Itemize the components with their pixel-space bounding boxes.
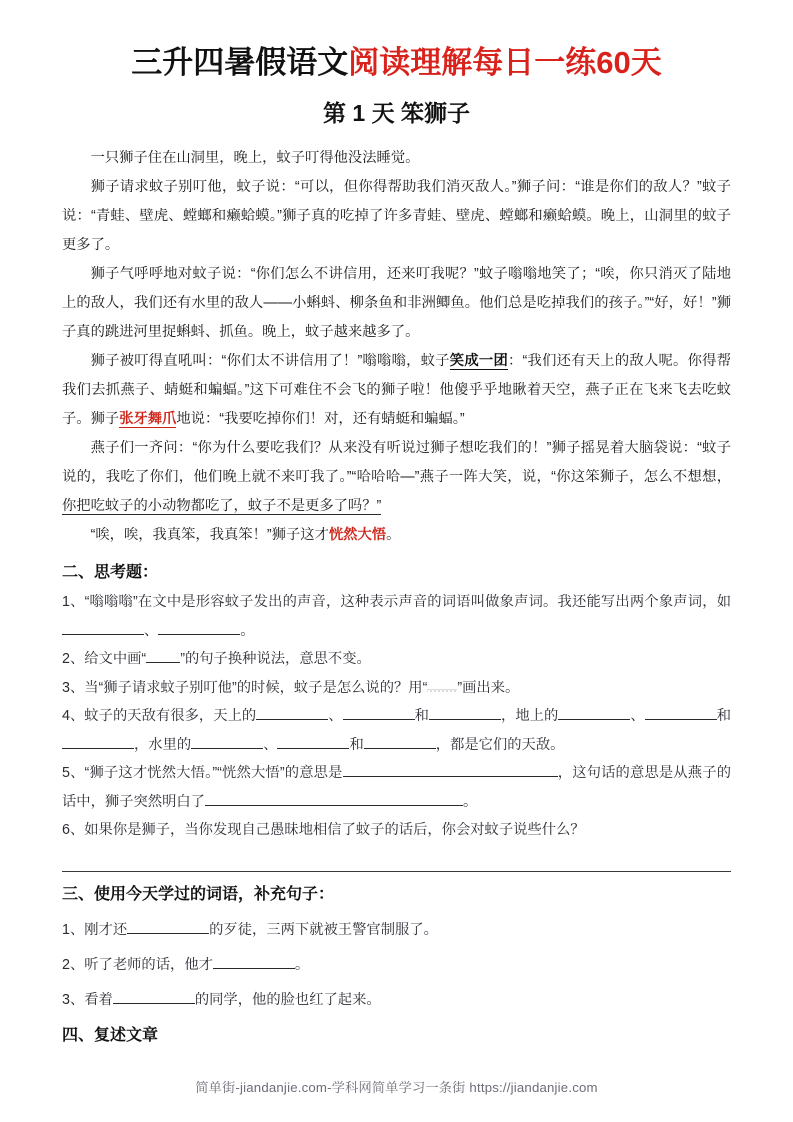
sentence-1 [62, 917, 731, 943]
question-3-text-a: 3、当“狮子请求蚊子别叮他”的时候，蚊子是怎么说的？用“ [62, 679, 428, 696]
question-4-text-d: ，地上的 [500, 708, 559, 724]
passage-p4-text-a: 狮子被叮得直吼叫：“你们太不讲信用了！”嗡嗡嗡，蚊子 [90, 353, 450, 369]
title-red-part: 阅读理解每日一练60天 [348, 45, 662, 80]
highlight-zhangyawuzhao: 张牙舞爪 [119, 411, 177, 427]
inline-mark-blank [146, 648, 180, 663]
passage-paragraph-5 [62, 434, 731, 521]
question-4-text-e: 、 [630, 708, 645, 724]
section-two-heading: 二、思考题： [62, 564, 159, 581]
question-2 [62, 645, 731, 674]
section-three-heading: 三、使用今天学过的词语，补充句子： [62, 885, 335, 903]
answer-blank[interactable] [205, 791, 463, 806]
answer-blank[interactable] [429, 705, 501, 720]
passage-p4-text-b: ：“我们还有天上的敌人呢。你得帮我们去抓燕子、蜻蜓和蝙蝠。”这下可难住不会飞的狮子啦！他傻乎乎地瞅着天空，燕子正在飞来飞去吃蚊子。狮子 [62, 353, 731, 427]
sentence-3-text-a: 3、看着 [62, 991, 113, 1008]
question-5-text-a: 5、“狮子这才恍然大悟。”“恍然大悟”的意思是 [62, 765, 343, 781]
passage-p5-underlined-sentence: 你把吃蚊子的小动物都吃了，蚊子不是更多了吗？” [62, 498, 382, 514]
passage-paragraph-6 [62, 521, 731, 550]
question-1-text-a: 1、“嗡嗡嗡”在文中是形容蚊子发出的声音，这种表示声音的词语叫做象声词。我还能写出两个象声词，如 [62, 594, 731, 610]
answer-blank[interactable] [343, 762, 558, 777]
question-4-text-b: 、 [328, 708, 343, 724]
answer-blank[interactable] [127, 919, 209, 934]
question-4-text-c: 和 [414, 708, 429, 724]
question-4-text-j: ，都是它们的天敌。 [435, 736, 565, 753]
passage-p5-text-a: 燕子们一齐问：“你为什么要吃我们？从来没有听说过狮子想吃我们的！”狮子摇晃着大脑袋说：“蚊子说的，我吃了你们，他们晚上就不来叮我了。”“哈哈哈—”燕子一阵大笑，说，“你这笨狮子，怎么不想想， [62, 440, 731, 485]
title-black-part: 三升四暑假语文 [131, 45, 349, 80]
question-6: 6、如果你是狮子，当你发现自己愚昧地相信了蚊子的话后，你会对蚊子说些什么？ [62, 822, 585, 838]
answer-blank[interactable] [191, 734, 263, 749]
question-5-text-b: ，这句话的意思是从燕子的话中，狮子突然明白了 [62, 765, 732, 810]
wavy-line-mark [427, 679, 457, 692]
question-1-text-b: 、 [144, 622, 159, 639]
passage-paragraph-1: 一只狮子住在山洞里，晚上，蚊子叮得他没法睡觉。 [90, 150, 420, 166]
highlight-xiaochengyituan: 笑成一团 [449, 353, 508, 369]
question-4 [62, 702, 731, 759]
highlight-huangrandawu: 恍然大悟 [328, 527, 387, 543]
answer-blank[interactable] [364, 734, 436, 749]
question-2-text-a: 2、给文中画“ [62, 651, 147, 667]
section-four-heading: 四、复述文章 [62, 1026, 159, 1044]
question-4-text-a: 4、蚊子的天敌有很多，天上的 [62, 708, 257, 724]
question-1-text-c: 。 [240, 622, 255, 639]
answer-blank[interactable] [343, 705, 415, 720]
passage-p6-text-a: “唉，唉，我真笨，我真笨！”狮子这才 [90, 527, 329, 543]
answer-blank[interactable] [277, 734, 349, 749]
question-5 [62, 759, 731, 816]
question-6-answer-line[interactable] [62, 871, 731, 872]
answer-blank[interactable] [558, 705, 630, 720]
sentence-2-text-b: 。 [294, 956, 310, 973]
sentence-1-text-a: 1、刚才还 [62, 921, 128, 938]
sentence-1-text-b: 的歹徒，三两下就被王警官制服了。 [209, 921, 438, 938]
question-1 [62, 588, 731, 645]
sentence-3-text-b: 的同学，他的脸也红了起来。 [194, 991, 381, 1008]
answer-blank[interactable] [113, 989, 195, 1004]
question-4-text-f: 和 [716, 708, 731, 724]
question-4-text-g: ，水里的 [134, 736, 192, 753]
passage-paragraph-3: 狮子气呼呼地对蚊子说：“你们怎么不讲信用，还来叮我呢？”蚊子嗡嗡地笑了；“唉，你只消灭了陆地上的敌人，我们还有水里的敌人——小蝌蚪、柳条鱼和非洲鲫鱼。他们总是吃掉我们的孩子。”“好，好！”狮子真的跳进河里捉蝌蚪、抓鱼。晚上，蚊子越来越多了。 [62, 266, 731, 340]
answer-blank[interactable] [62, 620, 144, 635]
question-5-text-c: 。 [462, 793, 478, 810]
passage-p4-text-c: 地说：“我要吃掉你们！对，还有蜻蜓和蝙蝠。” [176, 411, 465, 427]
passage-paragraph-2: 狮子请求蚊子别叮他，蚊子说：“可以，但你得帮助我们消灭敌人。”狮子问：“谁是你们的敌人？”蚊子说：“青蛙、壁虎、螳螂和癞蛤蟆。”狮子真的吃掉了许多青蛙、壁虎、螳螂和癞蛤蟆。晚上，山洞里的蚊子更多了。 [62, 179, 731, 253]
answer-blank[interactable] [158, 620, 240, 635]
footer-watermark: 简单街-jiandanjie.com-学科网简单学习一条街 https://jiandanjie.com [195, 1080, 598, 1095]
question-3-text-b: ”画出来。 [457, 679, 520, 696]
answer-blank[interactable] [62, 734, 134, 749]
answer-blank[interactable] [645, 705, 717, 720]
question-4-text-i: 和 [349, 736, 364, 753]
answer-blank[interactable] [256, 705, 328, 720]
sentence-2 [62, 952, 731, 978]
passage-p6-text-b: 。 [386, 527, 401, 543]
reading-passage [62, 144, 731, 550]
answer-blank[interactable] [213, 954, 295, 969]
sentence-2-text-a: 2、听了老师的话，他才 [62, 956, 213, 973]
sentence-3 [62, 987, 731, 1013]
passage-paragraph-4 [62, 347, 731, 434]
question-2-text-b: ”的句子换种说法，意思不变。 [180, 651, 371, 667]
question-4-text-h: 、 [263, 736, 278, 753]
question-3 [62, 674, 731, 703]
page-title [62, 40, 731, 86]
day-subtitle: 第 1 天 笨狮子 [323, 100, 470, 126]
